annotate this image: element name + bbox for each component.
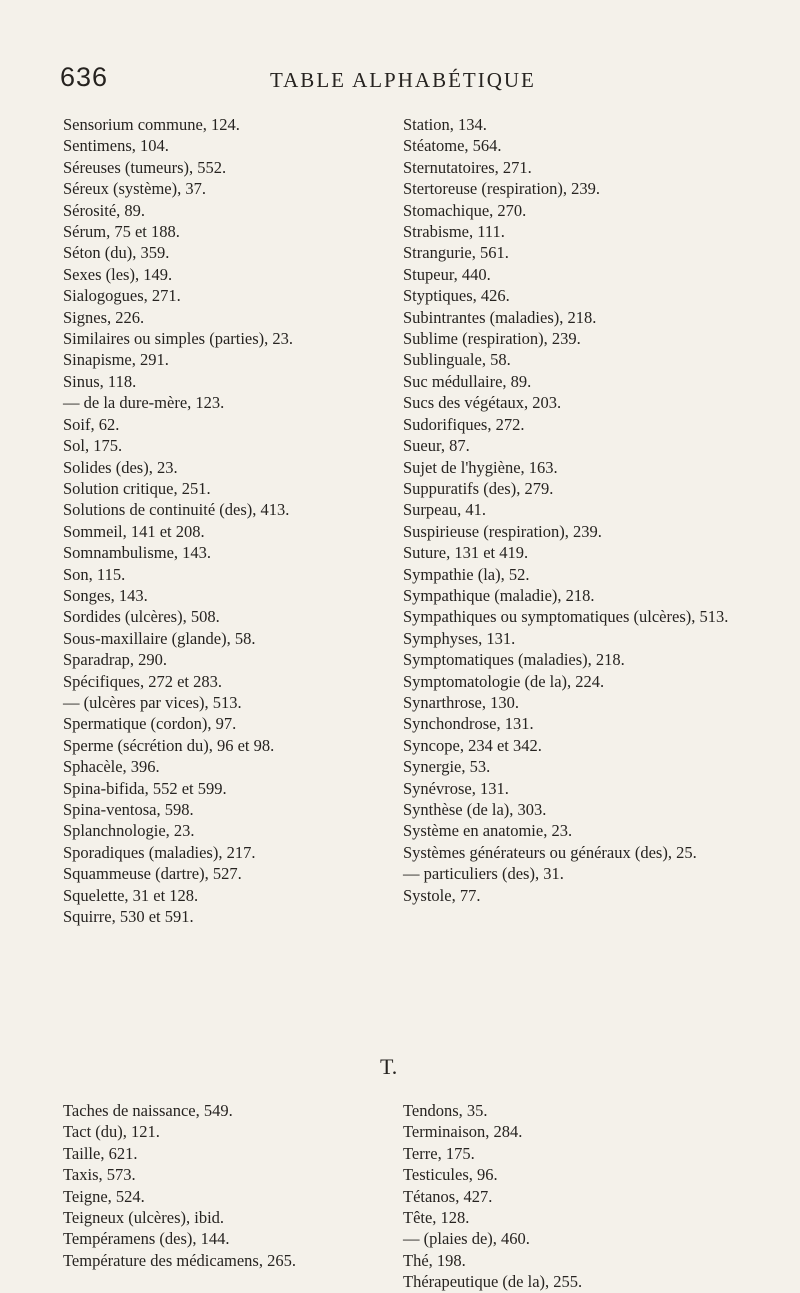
index-entry: Symphyses, 131. xyxy=(403,628,516,648)
index-entry: Sympathique (maladie), 218. xyxy=(403,585,595,605)
index-entry: Similaires ou simples (parties), 23. xyxy=(63,329,294,349)
index-entry: Solutions de continuité (des), 413. xyxy=(63,500,290,520)
index-entry: Sucs des végétaux, 203. xyxy=(403,393,562,413)
index-entry: Signes, 226. xyxy=(63,307,145,327)
index-entry: Synarthrose, 130. xyxy=(403,692,519,712)
index-entry: Sérum, 75 et 188. xyxy=(63,222,180,242)
index-entry: Sérosité, 89. xyxy=(63,200,146,220)
index-entry: Température des médicamens, 265. xyxy=(63,1250,296,1270)
section-letter: T. xyxy=(380,1054,398,1079)
index-entry: Sublinguale, 58. xyxy=(403,350,511,370)
index-entry: Squammeuse (dartre), 527. xyxy=(63,864,242,884)
index-entry: Surpeau, 41. xyxy=(403,500,486,520)
index-entry: Terminaison, 284. xyxy=(403,1122,523,1142)
index-entry: Sueur, 87. xyxy=(403,436,470,456)
index-column-left xyxy=(63,114,383,927)
index-entry: Thérapeutique (de la), 255. xyxy=(403,1272,583,1292)
index-entry: Tempéramens (des), 144. xyxy=(63,1229,230,1249)
index-entry: Suc médullaire, 89. xyxy=(403,371,532,391)
index-entry: Taxis, 573. xyxy=(63,1165,136,1185)
index-entry: Strabisme, 111. xyxy=(403,222,505,242)
index-entry: Stéatome, 564. xyxy=(403,136,502,156)
index-entry: — particuliers (des), 31. xyxy=(403,864,564,884)
index-entry: Sexes (les), 149. xyxy=(63,264,173,284)
index-entry: Séreuses (tumeurs), 552. xyxy=(63,157,227,177)
index-entry: Tétanos, 427. xyxy=(403,1186,493,1206)
page-header xyxy=(60,62,740,96)
index-column-right-t xyxy=(403,1100,748,1293)
index-entry: Sous-maxillaire (glande), 58. xyxy=(63,628,256,648)
index-entry: Séreux (système), 37. xyxy=(63,179,206,199)
index-entry: Subintrantes (maladies), 218. xyxy=(403,307,597,327)
index-entry: Spina-bifida, 552 et 599. xyxy=(63,778,227,798)
index-entry: Station, 134. xyxy=(403,115,487,134)
index-entry: Suspirieuse (respiration), 239. xyxy=(403,521,602,541)
index-entry: Songes, 143. xyxy=(63,585,148,605)
index-entry: Synévrose, 131. xyxy=(403,778,509,798)
index-entry: Suture, 131 et 419. xyxy=(403,543,529,563)
index-entry: Synchondrose, 131. xyxy=(403,714,534,734)
index-entry: Systèmes générateurs ou généraux (des), 25. xyxy=(403,842,697,862)
index-entry: Sporadiques (maladies), 217. xyxy=(63,842,256,862)
index-entry: Spermatique (cordon), 97. xyxy=(63,714,237,734)
index-entry: Sensorium commune, 124. xyxy=(63,115,240,134)
index-entry: Squirre, 530 et 591. xyxy=(63,907,194,927)
index-entry: Séton (du), 359. xyxy=(63,243,170,263)
index-entry: Spina-ventosa, 598. xyxy=(63,800,194,819)
index-column-left-t xyxy=(63,1100,393,1271)
index-entry: Sperme (sécrétion du), 96 et 98. xyxy=(63,735,275,755)
index-entry: Symptomatologie (de la), 224. xyxy=(403,671,605,691)
index-entry: Synergie, 53. xyxy=(403,757,491,777)
index-entry: Styptiques, 426. xyxy=(403,286,510,306)
index-entry: Teigne, 524. xyxy=(63,1186,145,1206)
index-entry: Sudorifiques, 272. xyxy=(403,414,525,434)
index-entry: Sternutatoires, 271. xyxy=(403,157,532,177)
index-entry: — de la dure-mère, 123. xyxy=(63,393,225,413)
index-entry: Systole, 77. xyxy=(403,885,481,905)
index-entry: — (plaies de), 460. xyxy=(403,1229,530,1249)
running-title: TABLE ALPHABÉTIQUE xyxy=(270,68,536,92)
index-entry: Taches de naissance, 549. xyxy=(63,1101,233,1120)
page-number: 636 xyxy=(60,62,109,92)
index-entry: Sialogogues, 271. xyxy=(63,286,181,306)
index-entry: Stertoreuse (respiration), 239. xyxy=(403,179,601,199)
index-entry: Taille, 621. xyxy=(63,1143,138,1163)
index-entry: Sommeil, 141 et 208. xyxy=(63,521,205,541)
index-entry: Squelette, 31 et 128. xyxy=(63,885,199,905)
index-entry: Système en anatomie, 23. xyxy=(403,821,573,841)
index-entry: Solution critique, 251. xyxy=(63,478,211,498)
index-entry: Stupeur, 440. xyxy=(403,264,491,284)
index-entry: Somnambulisme, 143. xyxy=(63,543,212,563)
index-entry: Sympathie (la), 52. xyxy=(403,564,530,584)
index-entry: — (ulcères par vices), 513. xyxy=(63,692,242,712)
index-entry: Sordides (ulcères), 508. xyxy=(63,607,220,627)
index-entry: Stomachique, 270. xyxy=(403,200,527,220)
index-entry: Syncope, 234 et 342. xyxy=(403,735,542,755)
index-column-right xyxy=(403,114,748,906)
index-entry: Sphacèle, 396. xyxy=(63,757,160,777)
index-entry: Tact (du), 121. xyxy=(63,1122,160,1142)
index-entry: Sublime (respiration), 239. xyxy=(403,329,581,349)
index-entry: Symptomatiques (maladies), 218. xyxy=(403,650,625,670)
index-entry: Spécifiques, 272 et 283. xyxy=(63,671,223,691)
index-entry: Tendons, 35. xyxy=(403,1101,488,1120)
index-entry: Sympathiques ou symptomatiques (ulcères), 513. xyxy=(403,607,729,627)
index-entry: Tête, 128. xyxy=(403,1208,470,1228)
index-entry: Splanchnologie, 23. xyxy=(63,821,195,841)
index-entry: Synthèse (de la), 303. xyxy=(403,800,547,819)
index-entry: Teigneux (ulcères), ibid. xyxy=(63,1208,225,1228)
index-entry: Thé, 198. xyxy=(403,1250,466,1270)
index-entry: Sparadrap, 290. xyxy=(63,650,168,670)
index-entry: Soif, 62. xyxy=(63,414,120,434)
index-entry: Sinus, 118. xyxy=(63,371,137,391)
index-entry: Strangurie, 561. xyxy=(403,243,509,263)
index-entry: Sentimens, 104. xyxy=(63,136,169,156)
index-entry: Sujet de l'hygiène, 163. xyxy=(403,457,558,477)
index-entry: Son, 115. xyxy=(63,564,126,584)
index-entry: Suppuratifs (des), 279. xyxy=(403,478,554,498)
index-entry: Sol, 175. xyxy=(63,436,123,456)
index-entry: Testicules, 96. xyxy=(403,1165,498,1185)
index-entry: Terre, 175. xyxy=(403,1143,475,1163)
index-entry: Sinapisme, 291. xyxy=(63,350,169,370)
index-entry: Solides (des), 23. xyxy=(63,457,178,477)
